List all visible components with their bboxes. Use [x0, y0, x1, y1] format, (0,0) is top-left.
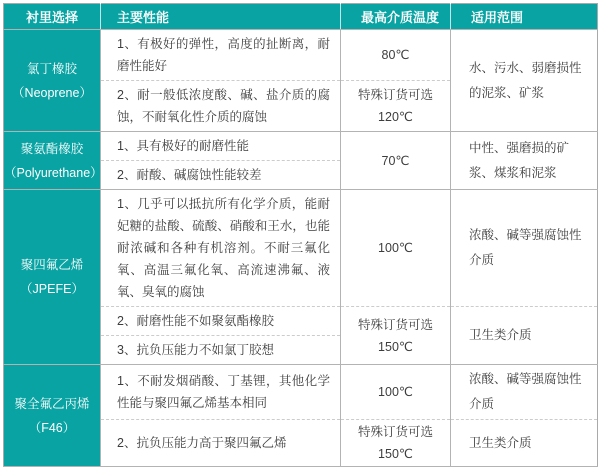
- material-name-en: （Neoprene）: [12, 85, 92, 100]
- table-row: [4, 30, 598, 81]
- material-name-en: （F46）: [28, 420, 76, 435]
- performance-cell: 1、几乎可以抵抗所有化学介质，能耐妃糖的盐酸、硫酸、硝酸和王水，也能耐浓碱和各种有机溶剂。不耐三氟化氧、高温三氟化氧、高流速沸氟、液氧、臭氧的腐蚀: [101, 190, 341, 307]
- material-name-cn: 聚四氟乙烯: [20, 258, 84, 272]
- header-max-medium-temp: 最高介质温度: [341, 4, 451, 30]
- temp-cell: [341, 30, 451, 81]
- temp-note: 特殊订货可选: [357, 88, 433, 102]
- temp-cell: [341, 81, 451, 132]
- performance-cell: 3、抗负压能力不如氯丁胶想: [101, 336, 341, 365]
- performance-cell: 2、耐酸、碱腐蚀性能较差: [101, 161, 341, 190]
- material-name-cell-ptfe: [4, 190, 101, 365]
- table-row: [4, 190, 598, 307]
- header-lining-selection: 衬里选择: [4, 4, 101, 30]
- temp-value: 100℃: [378, 385, 413, 399]
- material-name-cn: 聚全氟乙丙烯: [14, 396, 90, 411]
- temp-value: 100℃: [378, 241, 413, 255]
- temp-note: 特殊订货可选: [357, 425, 433, 439]
- performance-cell: 1、不耐发烟硝酸、丁基锂，其他化学性能与聚四氟乙烯基本相同: [101, 365, 341, 420]
- table-row: [4, 132, 598, 161]
- temp-cell: [341, 190, 451, 307]
- performance-cell: 2、耐磨性能不如聚氨酯橡胶: [101, 307, 341, 336]
- material-name-cell-neoprene: [4, 30, 101, 132]
- table-header-row: [4, 4, 598, 30]
- material-name-cell-f46: [4, 365, 101, 467]
- scope-cell: 卫生类介质: [451, 420, 598, 467]
- temp-value: 120℃: [378, 110, 413, 124]
- temp-value: 150℃: [378, 339, 413, 354]
- temp-cell: [341, 307, 451, 365]
- material-name-cn: 氯丁橡胶: [26, 61, 77, 76]
- scope-cell: 浓酸、碱等强腐蚀性介质: [451, 365, 598, 420]
- scope-cell: 水、污水、弱磨损性的泥浆、矿浆: [451, 30, 598, 132]
- temp-value: 150℃: [378, 447, 413, 461]
- header-applicable-range: 适用范围: [451, 4, 598, 30]
- scope-cell: 卫生类介质: [451, 307, 598, 365]
- temp-note: 特殊订货可选: [357, 317, 433, 332]
- lining-selection-table: [3, 3, 598, 467]
- material-name-cn: 聚氨酯橡胶: [20, 141, 84, 156]
- scope-cell: 中性、强磨损的矿浆、煤浆和泥浆: [451, 132, 598, 190]
- temp-value: 70℃: [381, 153, 410, 168]
- performance-cell: 1、有极好的弹性，高度的扯断离，耐磨性能好: [101, 30, 341, 81]
- material-name-en: （JPEFE）: [20, 282, 84, 296]
- temp-value: 80℃: [381, 48, 410, 62]
- temp-cell: [341, 132, 451, 190]
- temp-cell: [341, 365, 451, 420]
- header-main-performance: 主要性能: [101, 4, 341, 30]
- table-row: [4, 365, 598, 420]
- performance-cell: 2、耐一般低浓度酸、碱、盐介质的腐蚀，不耐氧化性介质的腐蚀: [101, 81, 341, 132]
- material-name-cell-polyurethane: [4, 132, 101, 190]
- scope-cell: 浓酸、碱等强腐蚀性介质: [451, 190, 598, 307]
- performance-cell: 1、具有极好的耐磨性能: [101, 132, 341, 161]
- performance-cell: 2、抗负压能力高于聚四氟乙烯: [101, 420, 341, 467]
- material-name-en: （Polyurethane）: [4, 165, 103, 180]
